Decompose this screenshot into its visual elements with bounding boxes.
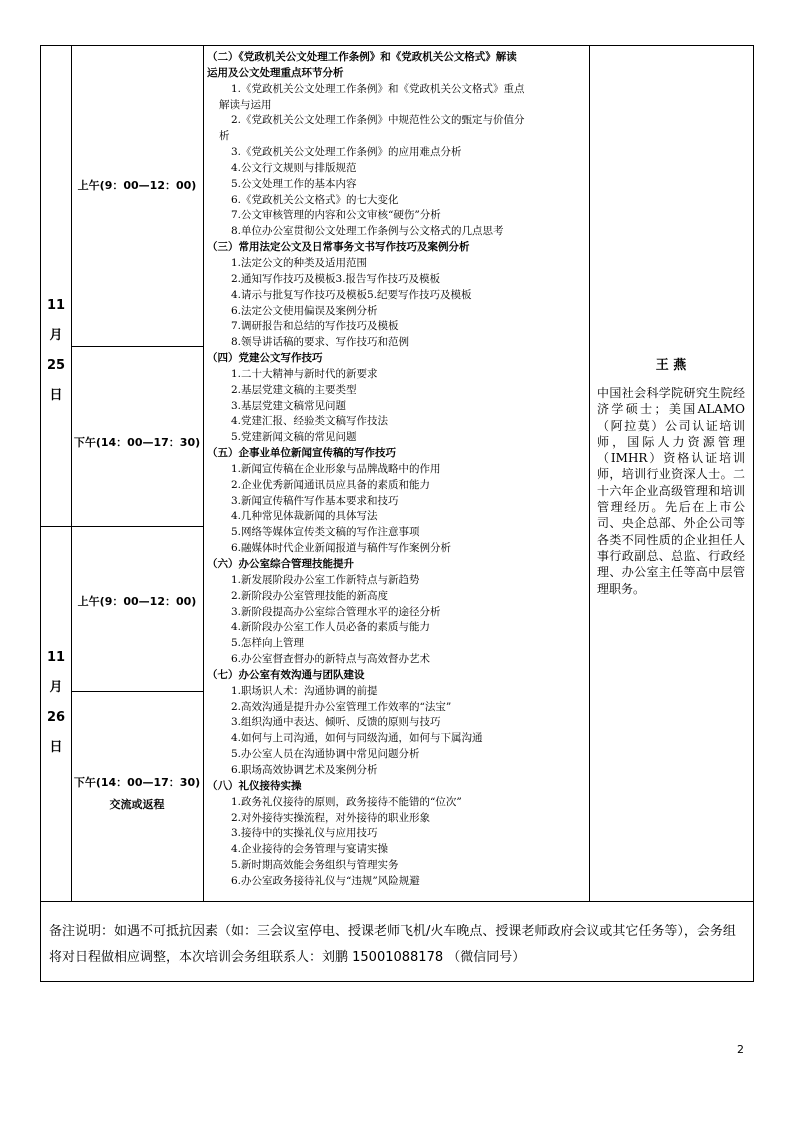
content-line: 4.请示与批复写作技巧及模板5.纪要写作技巧及模板	[231, 288, 472, 301]
day-char: 日	[49, 388, 63, 403]
content-line: 6.法定公文使用偏误及案例分析	[231, 304, 378, 317]
day-month: 11	[46, 298, 66, 313]
col-divider-session	[203, 46, 204, 901]
content-line: 4.几种常见体裁新闻的具体写法	[231, 510, 378, 523]
content-line: 6.职场高效协调艺术及案例分析	[231, 763, 378, 776]
day-month-char: 月	[49, 328, 63, 343]
teacher-cell	[591, 354, 751, 597]
content-line: 2.《党政机关公文处理工作条例》中规范性公文的甄定与价值分	[231, 114, 525, 127]
session-label: 下午(14：00—17：30)	[73, 436, 201, 449]
section-heading: 运用及公文处理重点环节分析	[207, 66, 344, 79]
content-line: 6.《党政机关公文格式》的七大变化	[231, 193, 399, 206]
section-heading: （三）常用法定公文及日常事务文书写作技巧及案例分析	[207, 241, 470, 254]
content-line: 3.新阶段提高办公室综合管理水平的途径分析	[231, 605, 441, 618]
section-heading: （四）党建公文写作技巧	[207, 352, 323, 365]
content-line: 5.网络等媒体宣传类文稿的写作注意事项	[231, 526, 420, 539]
session-sub-label: 交流或返程	[109, 798, 165, 811]
day-cell-25	[41, 291, 71, 411]
row-divider-26-am	[71, 691, 203, 692]
content-line: 1.政务礼仪接待的原则，政务接待不能错的“位次”	[231, 795, 462, 808]
content-line: 5.党建新闻文稿的常见问题	[231, 431, 357, 444]
row-divider-note	[41, 901, 753, 902]
session-label: 上午(9：00—12：00)	[77, 595, 197, 608]
content-line: 2.新阶段办公室管理技能的新高度	[231, 589, 389, 602]
day-char: 日	[49, 740, 63, 755]
section-heading: （五）企事业单位新闻宣传稿的写作技巧	[207, 447, 396, 460]
session-25-pm	[71, 434, 203, 450]
content-line: 8.领导讲话稿的要求、写作技巧和范例	[231, 336, 410, 349]
day-month: 11	[46, 650, 66, 665]
session-label: 下午(14：00—17：30)	[73, 776, 201, 789]
content-line: 1.二十大精神与新时代的新要求	[231, 367, 378, 380]
content-line: 2.通知写作技巧及模板3.报告写作技巧及模板	[231, 272, 441, 285]
content-line: 析	[219, 130, 230, 143]
content-line: 8.单位办公室贯彻公文处理工作条例与公文格式的几点思考	[231, 225, 504, 238]
content-line: 7.公文审核管理的内容和公文审核“硬伤”分析	[231, 209, 441, 222]
session-26-pm	[71, 772, 203, 816]
section-heading: （六）办公室综合管理技能提升	[207, 558, 354, 570]
row-divider-day	[41, 526, 203, 527]
section-heading: （七）办公室有效沟通与团队建设	[207, 668, 365, 681]
content-line: 2.企业优秀新闻通讯员应具备的素质和能力	[231, 478, 431, 491]
teacher-name: 王 燕	[655, 358, 687, 373]
content-line: 6.办公室政务接待礼仪与“违规”风险规避	[231, 874, 420, 887]
content-line: 5.怎样向上管理	[231, 637, 305, 650]
content-line: 3.新闻宣传稿件写作基本要求和技巧	[231, 494, 399, 507]
row-divider-25-am	[71, 346, 203, 347]
teacher-bio: 中国社会科学院研究生院经济学硕士；美国ALAMO（阿拉莫）公司认证培训师，国际人力资源管理（IMHR）资格认证培训师，培训行业资深人士。二十六年企业高级管理和培训管理经历。先后在上市公司、央企总部、外企公司等各类不同性质的企业担任人事行政副总、总监、行政经理、办公室主任等高中层管理职务。	[597, 386, 745, 596]
content-line: 4.新阶段办公室工作人员必备的素质与能力	[231, 621, 431, 634]
course-content	[207, 50, 587, 890]
content-line: 5.办公室人员在沟通协调中常见问题分析	[231, 748, 420, 761]
content-line: 解读与运用	[219, 98, 272, 111]
schedule-table	[40, 45, 754, 982]
footnote: 备注说明：如遇不可抵抗因素（如：三会议室停电、授课老师飞机/火车晚点、授课老师政府会议或其它任务等），会务组将对日程做相应调整，本次培训会务组联系人：刘鹏 15001088178 （微信同号）	[49, 924, 736, 965]
content-line: 1.新闻宣传稿在企业形象与品牌战略中的作用	[231, 462, 441, 475]
session-label: 上午(9：00—12：00)	[77, 179, 197, 192]
content-line: 5.公文处理工作的基本内容	[231, 177, 357, 190]
content-line: 6.融媒体时代企业新闻报道与稿件写作案例分析	[231, 542, 452, 555]
content-line: 1.法定公文的种类及适用范围	[231, 256, 368, 269]
content-line: 1.职场识人术：沟通协调的前提	[231, 684, 378, 697]
content-line: 3.接待中的实操礼仪与应用技巧	[231, 827, 378, 840]
day-cell-26	[41, 643, 71, 763]
content-line: 1.新发展阶段办公室工作新特点与新趋势	[231, 573, 420, 586]
session-26-am	[71, 593, 203, 609]
content-line: 2.高效沟通是提升办公室管理工作效率的“法宝”	[231, 700, 452, 713]
content-line: 4.公文行文规则与排版规范	[231, 161, 357, 174]
content-line: 6.办公室督查督办的新特点与高效督办艺术	[231, 653, 431, 666]
content-line: 1.《党政机关公文处理工作条例》和《党政机关公文格式》重点	[231, 82, 525, 95]
col-divider-content	[589, 46, 590, 901]
content-line: 3.基层党建文稿常见问题	[231, 399, 347, 412]
day-number: 25	[46, 358, 66, 373]
section-heading: （八）礼仪接待实操	[207, 779, 302, 792]
session-25-am	[71, 177, 203, 193]
content-line: 4.党建汇报、经验类文稿写作技法	[231, 415, 389, 428]
content-line: 3.《党政机关公文处理工作条例》的应用难点分析	[231, 146, 462, 159]
section-heading: （二）《党政机关公文处理工作条例》和《党政机关公文格式》解读	[207, 51, 517, 63]
content-line: 3.组织沟通中表达、倾听、反馈的原则与技巧	[231, 716, 441, 729]
content-line: 5.新时期高效能会务组织与管理实务	[231, 859, 399, 872]
content-line: 4.企业接待的会务管理与宴请实操	[231, 843, 389, 856]
content-line: 4.如何与上司沟通，如何与同级沟通，如何与下属沟通	[231, 732, 483, 745]
day-month-char: 月	[49, 680, 63, 695]
content-line: 7.调研报告和总结的写作技巧及模板	[231, 320, 399, 333]
content-line: 2.基层党建文稿的主要类型	[231, 383, 357, 396]
page-number: 2	[737, 1043, 744, 1056]
day-number: 26	[46, 710, 66, 725]
content-line: 2.对外接待实操流程，对外接待的职业形象	[231, 811, 431, 824]
